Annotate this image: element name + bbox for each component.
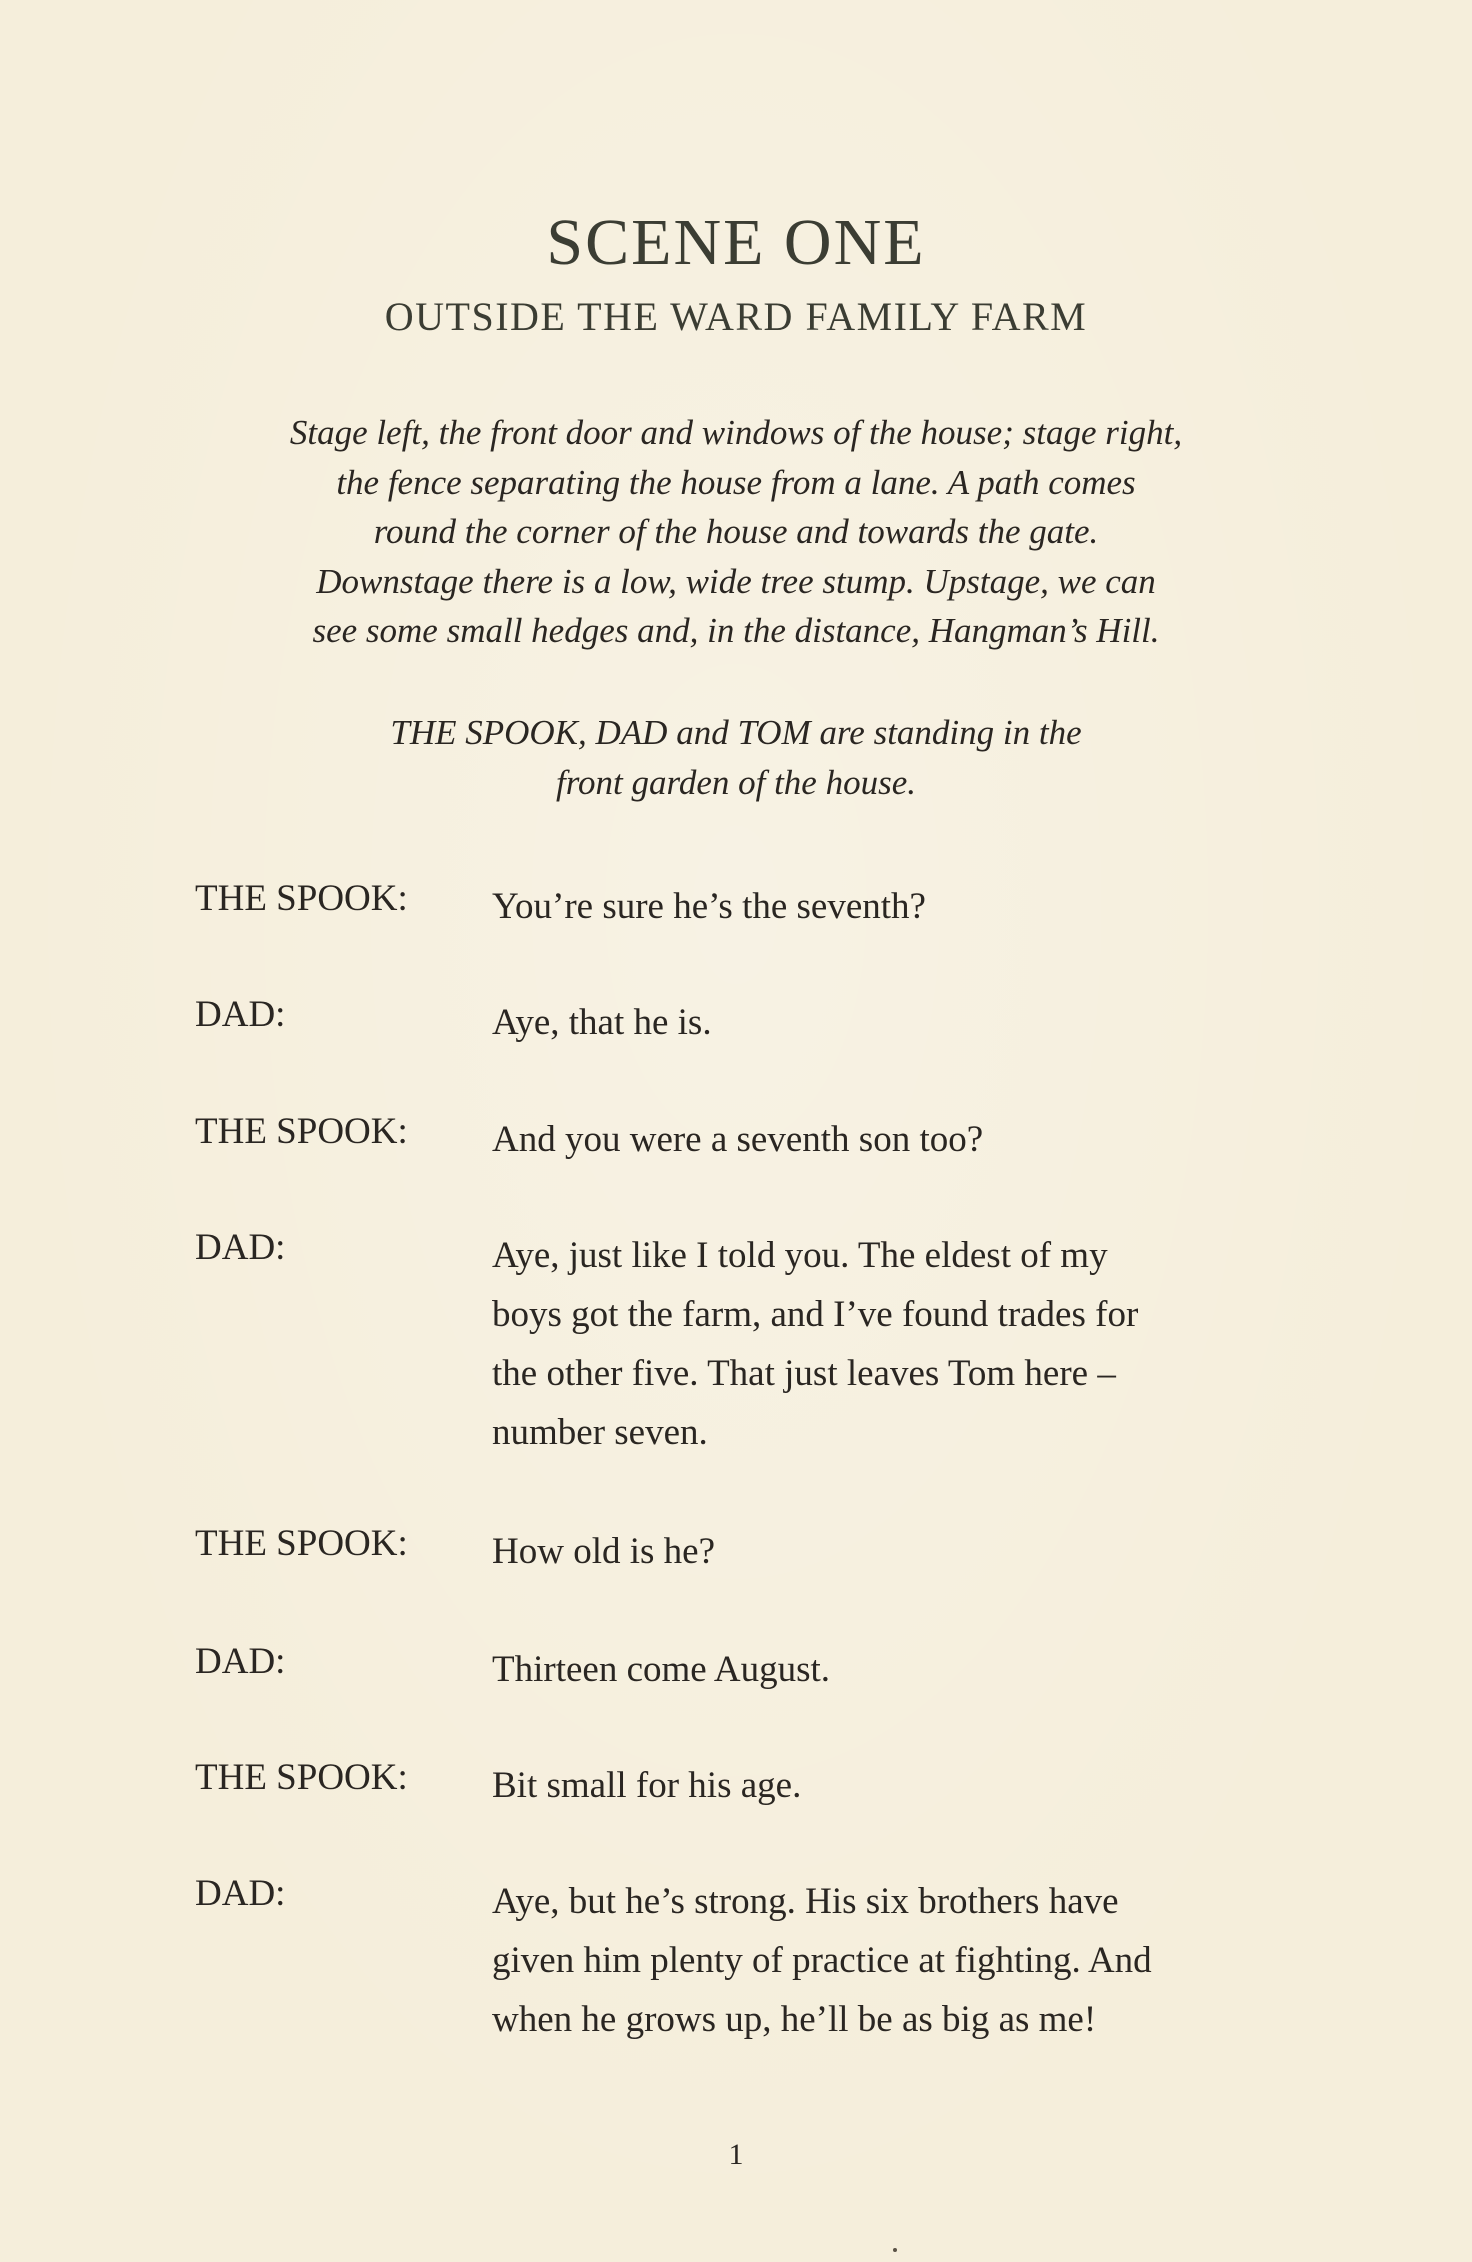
speech-line: number seven. <box>492 1412 708 1453</box>
speech-text <box>492 1226 1282 1462</box>
speech-line: when he grows up, he’ll be as big as me! <box>492 1999 1097 2040</box>
stage-direction-line: see some small hedges and, in the distance, Hangman’s Hill. <box>312 611 1160 650</box>
speaker-name: DAD: <box>195 1873 286 1914</box>
speaker-name: THE SPOOK: <box>195 1111 408 1152</box>
stage-direction-line: the fence separating the house from a lane. A path comes <box>336 462 1136 502</box>
stage-direction-line: Stage left, the front door and windows of the house; stage right, <box>289 413 1183 452</box>
speech-text <box>492 1640 1282 1699</box>
speech-line: Aye, just like I told you. The eldest of my <box>492 1235 1108 1276</box>
speech-line: boys got the farm, and I’ve found trades for <box>492 1294 1139 1335</box>
speech-text <box>492 1110 1282 1169</box>
speech-text <box>492 1872 1282 2049</box>
speech-text <box>492 1756 1282 1815</box>
print-speck <box>893 2248 897 2252</box>
speech-line: And you were a seventh son too? <box>492 1119 984 1160</box>
speaker-name: THE SPOOK: <box>195 1757 408 1798</box>
speech-line: Bit small for his age. <box>492 1765 802 1806</box>
speaker-name: DAD: <box>195 994 286 1035</box>
stage-direction-line: THE SPOOK, DAD and TOM are standing in the <box>390 713 1082 752</box>
speech-line: the other five. That just leaves Tom here – <box>492 1353 1116 1394</box>
stage-direction-line: Downstage there is a low, wide tree stump. Upstage, we can <box>316 561 1156 601</box>
speech-text <box>492 1522 1282 1581</box>
speech-line: Thirteen come August. <box>492 1649 831 1690</box>
speaker-name: THE SPOOK: <box>195 878 408 919</box>
speech-line: Aye, but he’s strong. His six brothers have <box>492 1881 1119 1922</box>
scene-subtitle: OUTSIDE THE WARD FAMILY FARM <box>384 294 1088 339</box>
speech-line: Aye, that he is. <box>492 1002 712 1043</box>
stage-direction-line: front garden of the house. <box>555 762 916 802</box>
speech-text <box>492 993 1282 1052</box>
stage-direction-setting <box>200 408 1272 656</box>
speech-line: How old is he? <box>492 1531 715 1572</box>
speech-line: You’re sure he’s the seventh? <box>492 886 926 927</box>
speaker-name: DAD: <box>195 1641 286 1682</box>
stage-direction-characters <box>300 708 1172 807</box>
page-number: 1 <box>728 2138 744 2171</box>
scene-title: SCENE ONE <box>546 206 926 279</box>
speech-text <box>492 877 1282 936</box>
speaker-name: DAD: <box>195 1227 286 1268</box>
speech-line: given him plenty of practice at fighting. And <box>492 1940 1152 1981</box>
stage-direction-line: round the corner of the house and towards the gate. <box>373 512 1099 551</box>
speaker-name: THE SPOOK: <box>195 1523 408 1564</box>
